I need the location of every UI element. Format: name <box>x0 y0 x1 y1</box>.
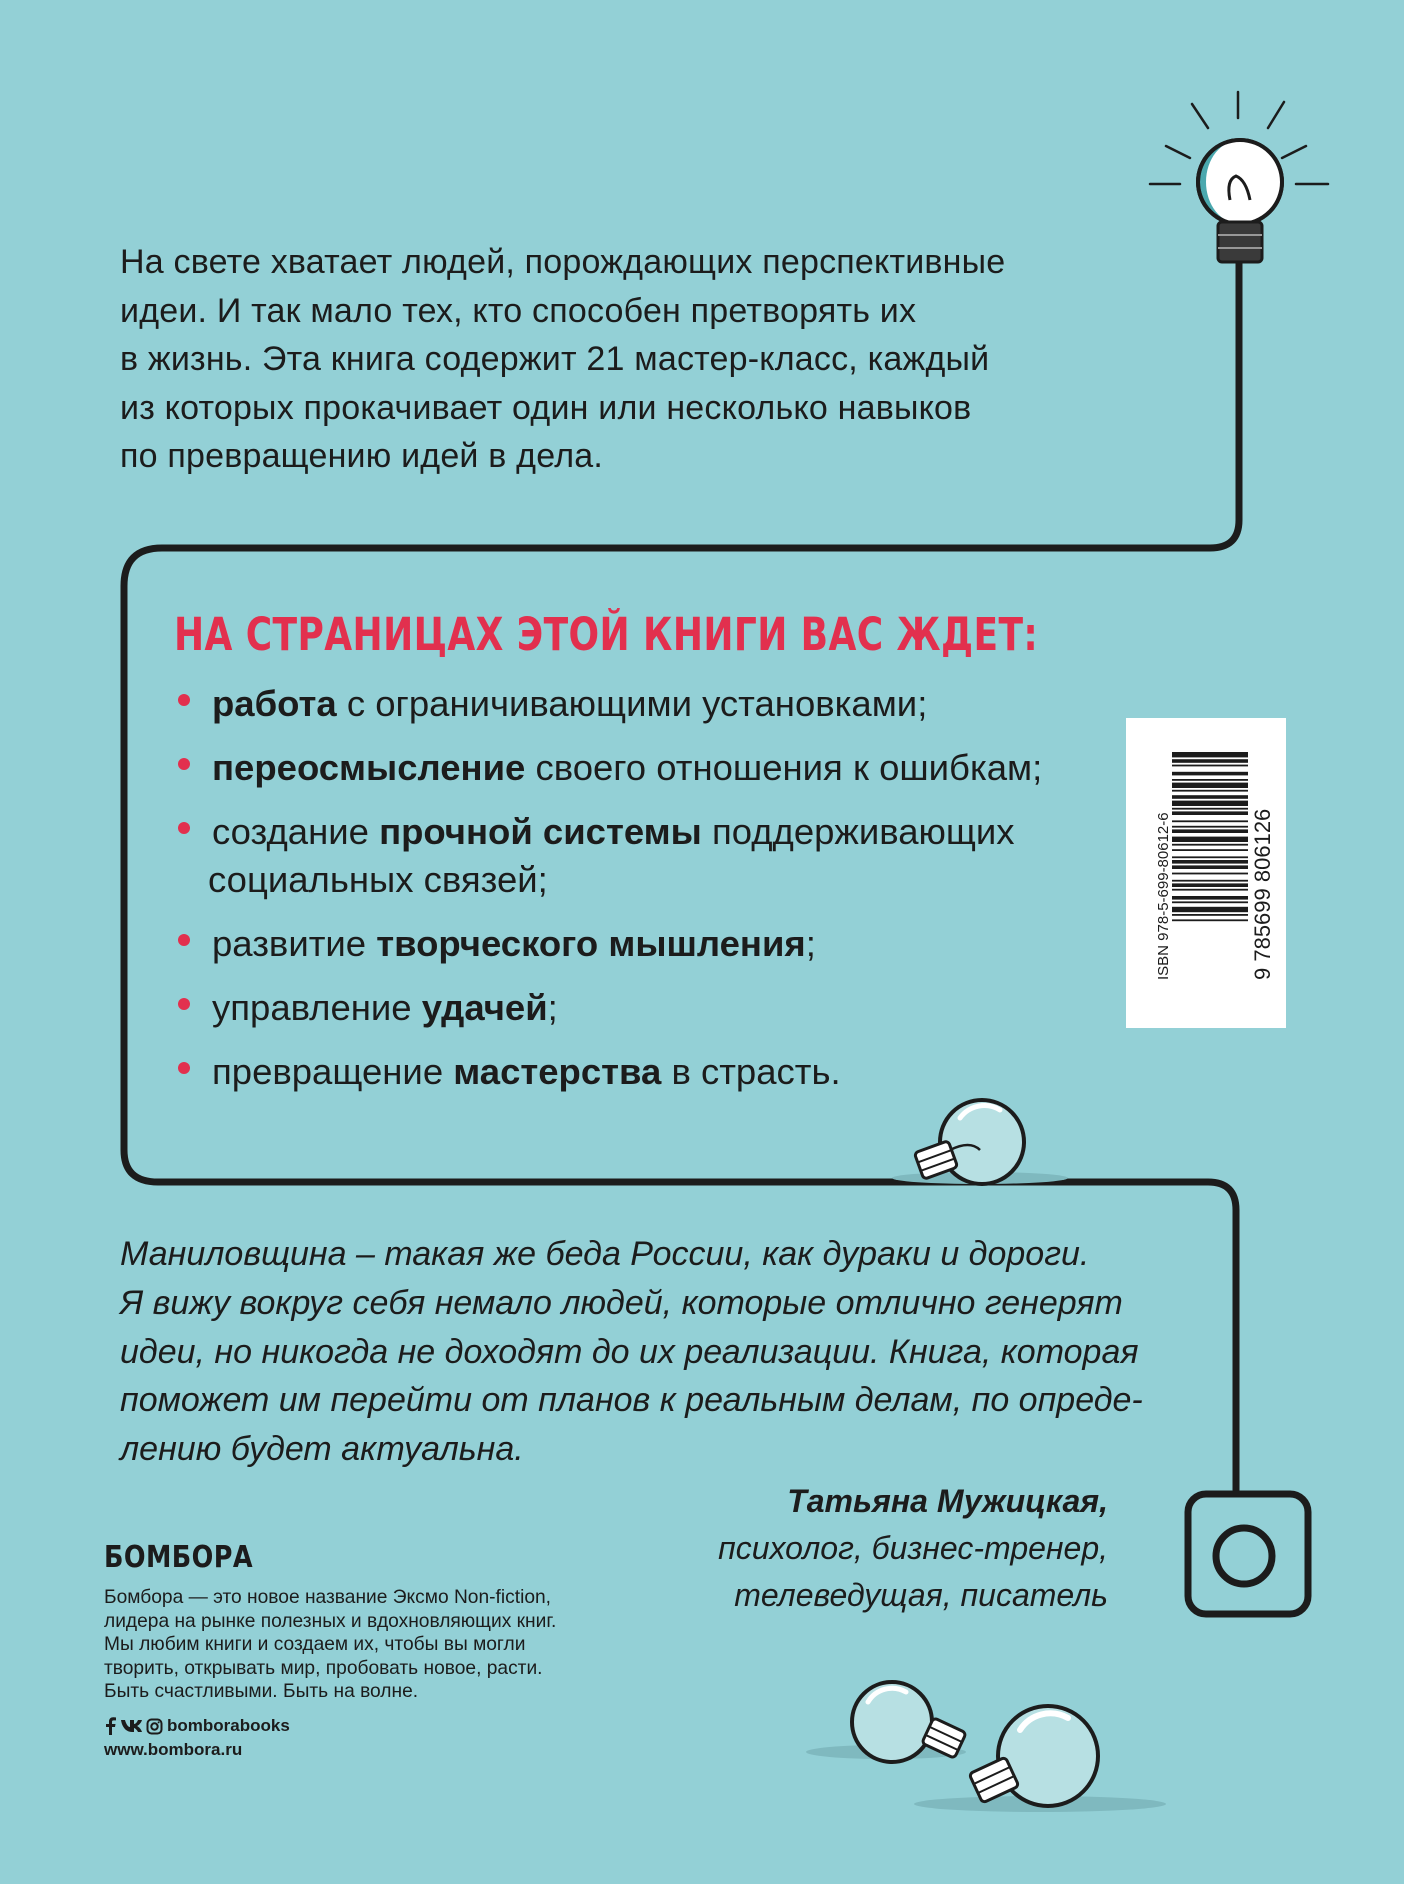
barcode-bar <box>1172 907 1248 912</box>
item-text: управление <box>212 987 422 1028</box>
bullet-dot-icon <box>178 1062 190 1074</box>
item-text: социальных связей; <box>208 859 548 900</box>
item-emphasis: мастерства <box>453 1051 662 1092</box>
intro-line: из которых прокачивает один или несколько навыков <box>120 388 972 427</box>
list-item <box>176 680 1076 728</box>
item-text: развитие <box>212 923 377 964</box>
intro-line: по превращению идей в дела. <box>120 437 603 475</box>
quote-role: телеведущая, писатель <box>734 1577 1108 1613</box>
barcode-bar <box>1172 752 1248 757</box>
quote-line: идеи, но никогда не доходят до их реализации. Книга, которая <box>120 1332 1139 1371</box>
list-item <box>176 920 1076 968</box>
quote-line: Маниловщина – такая же беда России, как дураки и дороги. <box>120 1235 1090 1273</box>
barcode-bar <box>1172 829 1248 833</box>
website-link[interactable]: www.bombora.ru <box>104 1740 243 1759</box>
barcode-bar <box>1172 849 1248 851</box>
barcode-bar <box>1172 880 1248 882</box>
list-item <box>176 984 1076 1032</box>
barcode-bar <box>1172 801 1248 806</box>
publisher-about <box>104 1586 644 1704</box>
barcode-bar <box>1172 889 1248 891</box>
item-text: создание <box>212 811 380 852</box>
about-line: Мы любим книги и создаем их, чтобы вы могли <box>104 1634 526 1656</box>
item-emphasis: творческого мышления <box>376 923 806 964</box>
barcode-bar <box>1172 790 1248 792</box>
list-item <box>176 1048 1076 1096</box>
publisher-logo: БОМБОРА <box>104 1540 254 1575</box>
quote-author: Татьяна Мужицкая, <box>787 1483 1108 1519</box>
quote-line: лению будет актуальна. <box>120 1430 524 1469</box>
barcode-bar <box>1172 860 1248 864</box>
item-text: своего отношения к ошибкам; <box>525 747 1043 788</box>
list-item <box>176 744 1076 792</box>
testimonial-quote <box>120 1230 1143 1474</box>
barcode-bar <box>1172 844 1248 846</box>
isbn-barcode <box>1126 718 1286 1028</box>
barcode-bar <box>1172 865 1248 869</box>
intro-paragraph <box>120 238 1080 481</box>
lightbulb-off-icon <box>892 1100 1068 1184</box>
barcode-bar <box>1172 783 1248 788</box>
intro-line: На свете хватает людей, порождающих перспективные <box>120 243 1006 281</box>
barcode-digits: 9 785699 806126 <box>1250 808 1275 980</box>
item-emphasis: прочной системы <box>379 811 702 852</box>
item-text: ; <box>547 987 558 1028</box>
facebook-icon[interactable] <box>104 1717 116 1735</box>
item-text: с ограничивающими установками; <box>336 683 928 724</box>
lightbulb-off-icon <box>806 1682 966 1762</box>
bullet-dot-icon <box>178 758 190 770</box>
intro-line: в жизнь. Эта книга содержит 21 мастер-класс, каждый <box>120 340 990 378</box>
about-line: творить, открывать мир, пробовать новое, расти. <box>104 1657 543 1679</box>
intro-line: идеи. И так мало тех, кто способен претворять их <box>120 291 917 330</box>
barcode-bar <box>1172 873 1248 875</box>
bullet-dot-icon <box>178 822 190 834</box>
barcode-bar <box>1172 795 1248 799</box>
isbn-text: ISBN 978-5-699-80612-6 <box>1155 812 1172 980</box>
about-line: Быть счастливыми. Быть на волне. <box>104 1681 419 1703</box>
bullet-dot-icon <box>178 934 190 946</box>
barcode-bar <box>1172 779 1248 781</box>
barcode-bar <box>1172 820 1248 822</box>
lightbulb-on-icon <box>1150 92 1328 262</box>
barcode-bar <box>1172 759 1248 763</box>
item-emphasis: переосмысление <box>212 747 526 788</box>
barcode-bar <box>1172 811 1248 815</box>
bullet-dot-icon <box>178 694 190 706</box>
barcode-bar <box>1172 883 1248 887</box>
list-item <box>176 808 1076 904</box>
item-emphasis: удачей <box>421 987 548 1028</box>
item-text: превращение <box>212 1051 454 1092</box>
switch-icon <box>1188 1494 1308 1614</box>
instagram-icon[interactable] <box>146 1718 163 1735</box>
about-line: Бомбора — это новое название Эксмо Non-fiction, <box>104 1587 551 1608</box>
lightbulb-off-icon <box>914 1706 1166 1812</box>
barcode-bar <box>1172 896 1248 900</box>
item-text: поддерживающих <box>701 811 1015 852</box>
barcode-graphic <box>1126 718 1286 1028</box>
barcode-bars <box>1172 752 1248 921</box>
social-links <box>104 1716 290 1736</box>
quote-attribution <box>718 1478 1108 1619</box>
bullet-dot-icon <box>178 998 190 1010</box>
barcode-bar <box>1172 856 1248 858</box>
barcode-bar <box>1172 901 1248 903</box>
barcode-bar <box>1172 826 1248 828</box>
barcode-bar <box>1172 914 1248 916</box>
barcode-bar <box>1172 919 1248 921</box>
about-line: лидера на рынке полезных и вдохновляющих книг. <box>104 1610 557 1632</box>
barcode-bar <box>1172 837 1248 842</box>
vk-icon[interactable] <box>120 1719 142 1733</box>
quote-role: психолог, бизнес-тренер, <box>718 1530 1108 1566</box>
barcode-bar <box>1172 765 1248 767</box>
section-heading: НА СТРАНИЦАХ ЭТОЙ КНИГИ ВАС ЖДЕТ: <box>174 608 1039 661</box>
barcode-bar <box>1172 808 1248 810</box>
quote-line: Я вижу вокруг себя немало людей, которые отлично генерят <box>120 1283 1123 1322</box>
item-text: в страсть. <box>661 1051 841 1092</box>
barcode-bar <box>1172 772 1248 776</box>
item-text: ; <box>805 923 816 964</box>
feature-list <box>176 680 1076 1112</box>
item-emphasis: работа <box>212 683 337 724</box>
quote-line: поможет им перейти от планов к реальным делам, по опреде- <box>120 1381 1143 1420</box>
social-handle[interactable]: bomborabooks <box>167 1716 290 1735</box>
